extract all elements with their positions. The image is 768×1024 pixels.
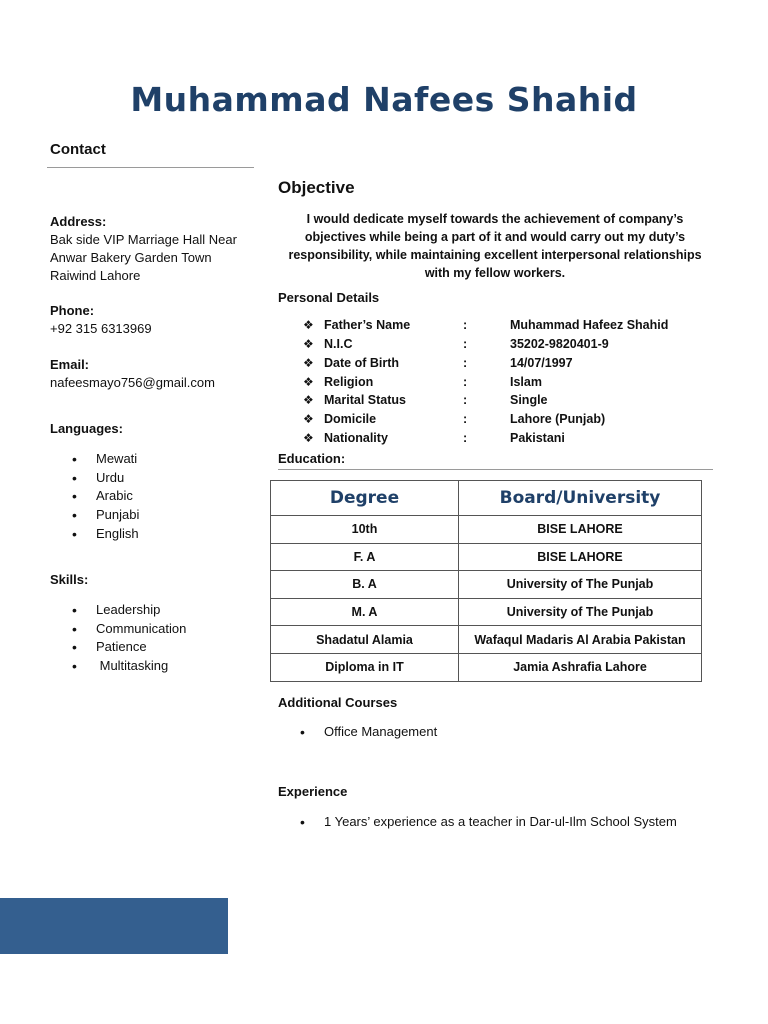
personal-separator: : xyxy=(463,318,468,332)
table-row xyxy=(271,516,702,544)
personal-value: 14/07/1997 xyxy=(510,356,573,370)
table-row xyxy=(271,653,702,681)
objective-heading: Objective xyxy=(278,178,355,197)
list-item: • English xyxy=(50,525,250,544)
diamond-bullet-icon: ❖ xyxy=(303,412,314,426)
board-cell: Jamia Ashrafia Lahore xyxy=(459,653,702,681)
column-header-board: Board/University xyxy=(459,481,702,516)
diamond-bullet-icon: ❖ xyxy=(303,318,314,332)
board-cell: University of The Punjab xyxy=(459,598,702,626)
personal-separator: : xyxy=(463,431,468,445)
diamond-bullet-icon: ❖ xyxy=(303,393,314,407)
personal-row xyxy=(0,335,768,354)
address-line: Bak side VIP Marriage Hall Near xyxy=(50,232,237,247)
board-cell: BISE LAHORE xyxy=(459,543,702,571)
personal-value: 35202-9820401-9 xyxy=(510,337,609,351)
personal-label: Domicile xyxy=(324,412,377,426)
degree-cell: M. A xyxy=(271,598,459,626)
education-divider xyxy=(278,469,713,470)
personal-label: Marital Status xyxy=(324,393,406,407)
personal-label: Father’s Name xyxy=(324,318,411,332)
personal-separator: : xyxy=(463,337,468,351)
contact-divider xyxy=(47,167,254,168)
personal-value: Muhammad Hafeez Shahid xyxy=(510,318,669,332)
table-header-row xyxy=(271,481,702,516)
table-row xyxy=(271,598,702,626)
personal-label: Religion xyxy=(324,375,374,389)
languages-label: Languages: xyxy=(50,421,123,436)
diamond-bullet-icon: ❖ xyxy=(303,431,314,445)
degree-cell: Diploma in IT xyxy=(271,653,459,681)
board-cell: BISE LAHORE xyxy=(459,516,702,544)
list-item: • Communication xyxy=(50,620,250,639)
resume-name: Muhammad Nafees Shahid xyxy=(130,80,638,119)
phone-label: Phone: xyxy=(50,303,95,318)
personal-value: Pakistani xyxy=(510,431,565,445)
personal-label: Date of Birth xyxy=(324,356,399,370)
personal-separator: : xyxy=(463,393,468,407)
list-item: • Patience xyxy=(50,638,250,657)
phone-value: +92 315 6313969 xyxy=(50,321,152,336)
column-header-degree: Degree xyxy=(271,481,459,516)
accent-block xyxy=(0,898,228,954)
personal-row xyxy=(0,391,768,410)
additional-courses-heading: Additional Courses xyxy=(278,695,398,710)
skills-label: Skills: xyxy=(50,572,89,587)
personal-value: Lahore (Punjab) xyxy=(510,412,606,426)
table-row xyxy=(271,571,702,599)
personal-value: Islam xyxy=(510,375,542,389)
list-item: • Leadership xyxy=(50,601,250,620)
list-item: • Punjabi xyxy=(50,506,250,525)
skills-list xyxy=(50,601,250,676)
degree-cell: 10th xyxy=(271,516,459,544)
list-item: • Urdu xyxy=(50,469,250,488)
personal-label: Nationality xyxy=(324,431,388,445)
personal-separator: : xyxy=(463,356,468,370)
list-item: • Office Management xyxy=(278,723,708,742)
contact-heading: Contact xyxy=(50,141,106,158)
personal-row xyxy=(0,316,768,335)
table-row xyxy=(271,543,702,571)
personal-value: Single xyxy=(510,393,548,407)
personal-row xyxy=(0,354,768,373)
personal-separator: : xyxy=(463,375,468,389)
experience-heading: Experience xyxy=(278,784,348,799)
table-row xyxy=(271,626,702,654)
address-label: Address: xyxy=(50,214,107,229)
degree-cell: B. A xyxy=(271,571,459,599)
personal-row xyxy=(0,410,768,429)
list-item: • 1 Years’ experience as a teacher in Dar-ul-Ilm School System xyxy=(278,813,718,832)
address-line: Anwar Bakery Garden Town xyxy=(50,250,212,265)
diamond-bullet-icon: ❖ xyxy=(303,375,314,389)
board-cell: Wafaqul Madaris Al Arabia Pakistan xyxy=(459,626,702,654)
courses-list xyxy=(278,723,708,742)
diamond-bullet-icon: ❖ xyxy=(303,356,314,370)
board-cell: University of The Punjab xyxy=(459,571,702,599)
objective-text: I would dedicate myself towards the achievement of company’s objectives while being a part of it and would carry out my duty’s responsibility, while maintaining excellent interpersonal relationships with my fellow workers. xyxy=(288,212,702,280)
personal-label: N.I.C xyxy=(324,337,353,351)
email-label: Email: xyxy=(50,357,90,372)
education-table xyxy=(270,480,702,682)
languages-list xyxy=(50,450,250,543)
email-value: nafeesmayo756@gmail.com xyxy=(50,375,215,390)
list-item: • Mewati xyxy=(50,450,250,469)
diamond-bullet-icon: ❖ xyxy=(303,337,314,351)
list-item: • Arabic xyxy=(50,487,250,506)
degree-cell: Shadatul Alamia xyxy=(271,626,459,654)
degree-cell: F. A xyxy=(271,543,459,571)
personal-row xyxy=(0,373,768,392)
personal-separator: : xyxy=(463,412,468,426)
experience-list xyxy=(278,813,718,832)
education-heading: Education: xyxy=(278,451,346,466)
list-item: • Multitasking xyxy=(50,657,250,676)
address-line: Raiwind Lahore xyxy=(50,268,141,283)
personal-row xyxy=(0,429,768,448)
personal-details-heading: Personal Details xyxy=(278,290,380,305)
address-block xyxy=(50,231,237,285)
